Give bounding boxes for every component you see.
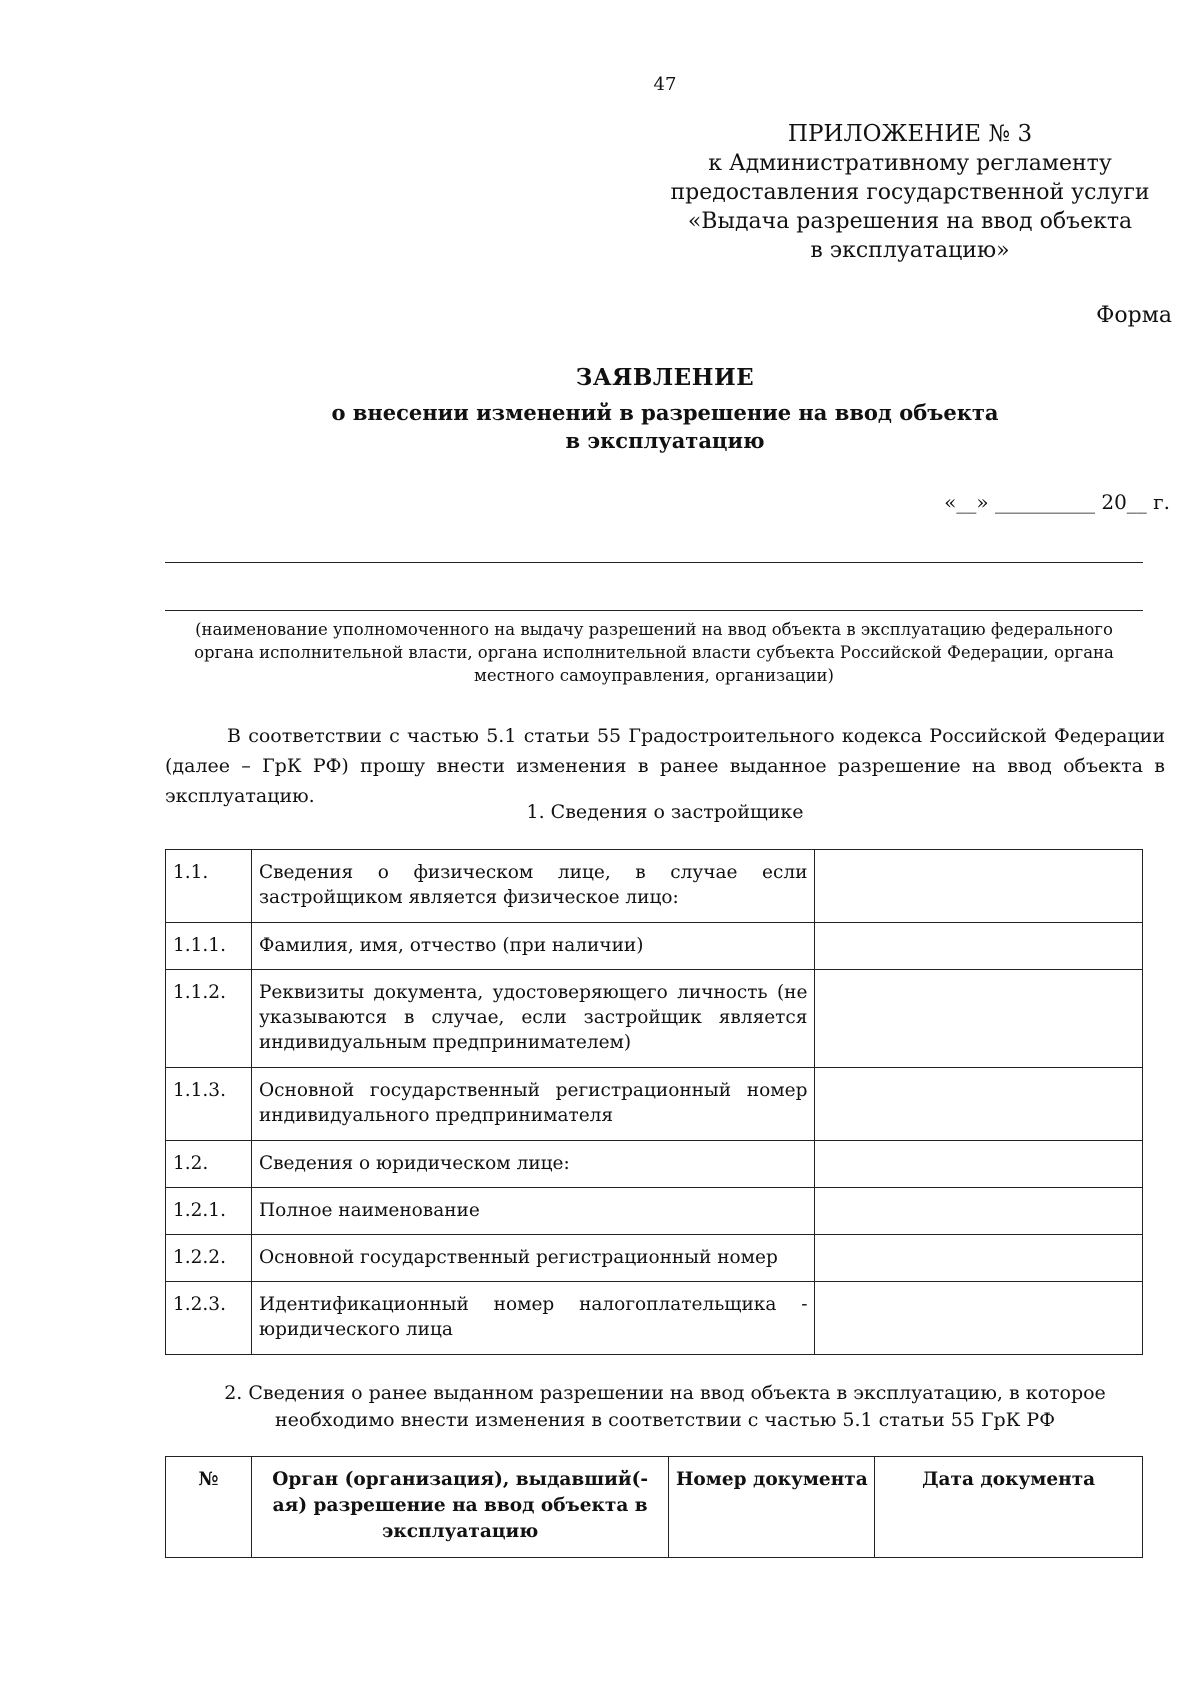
page-number: 47 bbox=[653, 74, 677, 95]
row-label: Реквизиты документа, удостоверяющего личность (не указываются в случае, если застройщик является индивидуальным предпринимателем) bbox=[251, 970, 814, 1068]
row-value-field[interactable] bbox=[815, 970, 1143, 1068]
request-paragraph bbox=[165, 721, 1165, 811]
row-value-field[interactable] bbox=[815, 1235, 1143, 1282]
table-row bbox=[166, 1282, 1143, 1355]
table-row bbox=[166, 923, 1143, 970]
row-label: Полное наименование bbox=[251, 1188, 814, 1235]
row-label: Сведения о юридическом лице: bbox=[251, 1141, 814, 1188]
row-value-field[interactable] bbox=[815, 850, 1143, 923]
row-number: 1.1. bbox=[166, 850, 252, 923]
row-label: Идентификационный номер налогоплательщика - юридического лица bbox=[251, 1282, 814, 1355]
row-label: Основной государственный регистрационный номер bbox=[251, 1235, 814, 1282]
row-value-field[interactable] bbox=[815, 923, 1143, 970]
column-header: № bbox=[166, 1457, 252, 1558]
row-label: Основной государственный регистрационный номер индивидуального предпринимателя bbox=[251, 1068, 814, 1141]
table-row bbox=[166, 1141, 1143, 1188]
row-value-field[interactable] bbox=[815, 1141, 1143, 1188]
authority-blank-line[interactable] bbox=[165, 562, 1143, 563]
appendix-line: «Выдача разрешения на ввод объекта bbox=[687, 209, 1133, 234]
row-number: 1.1.2. bbox=[166, 970, 252, 1068]
request-text: В соответствии с частью 5.1 статьи 55 Градостроительного кодекса Российской Федерации (далее – ГрК РФ) прошу внести изменения в ранее выданное разрешение на ввод объекта в эксплуатацию. bbox=[165, 725, 1165, 807]
row-value-field[interactable] bbox=[815, 1068, 1143, 1141]
date-field[interactable]: «__» __________ 20__ г. bbox=[944, 490, 1170, 514]
column-header: Орган (организация), выдавший(-ая) разрешение на ввод объекта в эксплуатацию bbox=[251, 1457, 669, 1558]
row-label: Сведения о физическом лице, в случае если застройщиком является физическое лицо: bbox=[251, 850, 814, 923]
section1-title: 1. Сведения о застройщике bbox=[526, 801, 804, 823]
document-title: ЗАЯВЛЕНИЕ bbox=[575, 364, 755, 391]
table-row bbox=[166, 970, 1143, 1068]
row-value-field[interactable] bbox=[815, 1188, 1143, 1235]
row-number: 1.2. bbox=[166, 1141, 252, 1188]
table-row bbox=[166, 1235, 1143, 1282]
column-header: Номер документа bbox=[669, 1457, 875, 1558]
table-row bbox=[166, 850, 1143, 923]
row-label: Фамилия, имя, отчество (при наличии) bbox=[251, 923, 814, 970]
form-label: Форма bbox=[1096, 303, 1172, 328]
authority-blank-line[interactable] bbox=[165, 610, 1143, 611]
subtitle-line: в эксплуатацию bbox=[565, 428, 765, 453]
table-header-row bbox=[166, 1457, 1143, 1558]
permit-table bbox=[165, 1456, 1143, 1558]
table-row bbox=[166, 1188, 1143, 1235]
document-subtitle bbox=[0, 399, 1200, 455]
row-number: 1.1.1. bbox=[166, 923, 252, 970]
row-number: 1.2.2. bbox=[166, 1235, 252, 1282]
row-number: 1.2.1. bbox=[166, 1188, 252, 1235]
subtitle-line: о внесении изменений в разрешение на ввод объекта bbox=[331, 400, 999, 425]
column-header: Дата документа bbox=[875, 1457, 1143, 1558]
authority-note: (наименование уполномоченного на выдачу разрешений на ввод объекта в эксплуатацию федерального органа исполнительной власти, органа исполнительной власти субъекта Российской Федерации, органа местного самоуправления, организации) bbox=[194, 620, 1114, 685]
row-value-field[interactable] bbox=[815, 1282, 1143, 1355]
appendix-line: предоставления государственной услуги bbox=[670, 180, 1150, 205]
section2-title: 2. Сведения о ранее выданном разрешении на ввод объекта в эксплуатацию, в которое необходимо внести изменения в соответствии с частью 5.1 статьи 55 ГрК РФ bbox=[224, 1382, 1106, 1431]
developer-table bbox=[165, 849, 1143, 1355]
row-number: 1.1.3. bbox=[166, 1068, 252, 1141]
appendix-heading: ПРИЛОЖЕНИЕ № 3 bbox=[787, 121, 1033, 147]
appendix-line: в эксплуатацию» bbox=[810, 238, 1010, 263]
appendix-line: к Административному регламенту bbox=[708, 151, 1112, 176]
row-number: 1.2.3. bbox=[166, 1282, 252, 1355]
table-row bbox=[166, 1068, 1143, 1141]
appendix-block bbox=[660, 120, 1160, 265]
